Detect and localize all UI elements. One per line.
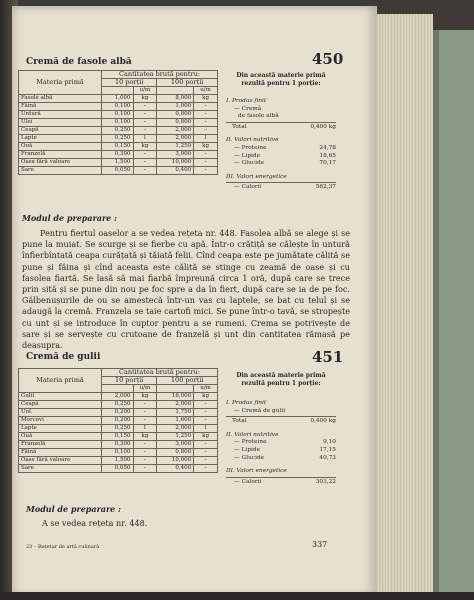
unit-10: l bbox=[133, 135, 157, 143]
total-value: 0,400 kg bbox=[310, 418, 336, 425]
unit-100: – bbox=[194, 465, 218, 473]
ingredient-name: Sare bbox=[19, 465, 102, 473]
recipe-450-method-heading: Modul de preparare : bbox=[22, 213, 118, 223]
unit-100: – bbox=[194, 119, 218, 127]
unit-100: – bbox=[194, 111, 218, 119]
col-materia: Materia primă bbox=[19, 369, 102, 393]
qty-100: 3,000 bbox=[157, 151, 194, 159]
unit-100: kg bbox=[194, 433, 218, 441]
recipe-451-title: Cremă de gulii bbox=[26, 352, 101, 362]
ingredient-name: Sare bbox=[19, 167, 102, 175]
table-row bbox=[19, 111, 218, 119]
qty-10: 0,200 bbox=[102, 409, 134, 417]
ingredient-name: Unt bbox=[19, 409, 102, 417]
qty-100: 3,000 bbox=[157, 441, 194, 449]
qty-100: 0,800 bbox=[157, 449, 194, 457]
col-cantitate: Cantitatea brută pentru: bbox=[102, 71, 218, 79]
ingredient-name: Untură bbox=[19, 111, 102, 119]
col-materia: Materia primă bbox=[19, 71, 102, 95]
table-row bbox=[19, 95, 218, 103]
qty-100: 1,600 bbox=[157, 417, 194, 425]
recipe-450-yield-panel bbox=[226, 72, 336, 88]
qty-10: 0,050 bbox=[102, 167, 134, 175]
col-10-portii: 10 porții bbox=[102, 79, 157, 87]
table-row bbox=[19, 449, 218, 457]
unit-100: – bbox=[194, 127, 218, 135]
recipe-451-values bbox=[226, 400, 336, 486]
qty-100: 1,000 bbox=[157, 103, 194, 111]
qty-10: 0,100 bbox=[102, 103, 134, 111]
table-row bbox=[19, 457, 218, 465]
unit-10: – bbox=[133, 159, 157, 167]
qty-100: 8,000 bbox=[157, 95, 194, 103]
qty-100: 0,800 bbox=[157, 119, 194, 127]
page-footer: 23 – Rețetar de artă culinară bbox=[26, 544, 100, 550]
table-row bbox=[19, 103, 218, 111]
section-valori-nutritive: II. Valori nutritive bbox=[226, 137, 279, 144]
unit-10: kg bbox=[133, 393, 157, 401]
qty-10: 0,250 bbox=[102, 135, 134, 143]
ingredient-name: Ceapă bbox=[19, 127, 102, 135]
ingredient-name: Franzelă bbox=[19, 151, 102, 159]
recipe-451-method-heading: Modul de preparare : bbox=[26, 504, 122, 514]
unit-10: kg bbox=[133, 143, 157, 151]
unit-100: – bbox=[194, 159, 218, 167]
qty-10: 2,000 bbox=[102, 393, 134, 401]
calorii-label: — Calorii bbox=[234, 478, 262, 485]
product-line: — Cremă de gulii bbox=[234, 407, 286, 414]
section-produs-finit: I. Produs finit bbox=[226, 400, 267, 406]
section-produs-finit: I. Produs finit bbox=[226, 98, 267, 104]
table-row bbox=[19, 135, 218, 143]
qty-10: 0,150 bbox=[102, 433, 134, 441]
ingredient-name: Făină bbox=[19, 449, 102, 457]
total-label: Total bbox=[232, 418, 247, 425]
unit-10: – bbox=[133, 119, 157, 127]
ingredient-name: Gulii bbox=[19, 393, 102, 401]
recipe-451-yield-panel bbox=[226, 372, 336, 388]
qty-100: 10,000 bbox=[157, 457, 194, 465]
qty-10: 0,250 bbox=[102, 401, 134, 409]
unit-10: – bbox=[133, 151, 157, 159]
col-cantitate: Cantitatea brută pentru: bbox=[102, 369, 218, 377]
ingredient-name: Făină bbox=[19, 103, 102, 111]
unit-10: – bbox=[133, 127, 157, 135]
qty-100: 0,800 bbox=[157, 111, 194, 119]
unit-100: l bbox=[194, 135, 218, 143]
ingredient-name: Morcovi bbox=[19, 417, 102, 425]
unit-10: – bbox=[133, 441, 157, 449]
ingredient-name: Ulei bbox=[19, 119, 102, 127]
qty-100: 10,000 bbox=[157, 159, 194, 167]
unit-100: – bbox=[194, 151, 218, 159]
proteine-value: 24,78 bbox=[319, 144, 336, 151]
qty-100: 1,250 bbox=[157, 433, 194, 441]
calorii-value: 303,22 bbox=[315, 478, 336, 485]
unit-10: – bbox=[133, 401, 157, 409]
unit-10: – bbox=[133, 417, 157, 425]
unit-100: – bbox=[194, 103, 218, 111]
ingredient-name: Lapte bbox=[19, 425, 102, 433]
col-100-portii: 100 porții bbox=[157, 377, 218, 385]
qty-100: 1,250 bbox=[157, 143, 194, 151]
glucide-label: — Glucide bbox=[234, 160, 265, 167]
book-spine-shadow bbox=[433, 30, 439, 600]
book-page bbox=[12, 6, 377, 596]
table-row bbox=[19, 393, 218, 401]
qty-100: 2,000 bbox=[157, 425, 194, 433]
page-stack bbox=[377, 14, 433, 592]
recipe-451-ingredients-table bbox=[18, 368, 218, 473]
recipe-450-title: Cremă de fasole albă bbox=[26, 57, 132, 67]
col-um: u/m bbox=[194, 87, 218, 95]
table-row bbox=[19, 425, 218, 433]
qty-100: 0,400 bbox=[157, 465, 194, 473]
unit-10: – bbox=[133, 409, 157, 417]
product-line: de fasole albă bbox=[238, 113, 279, 120]
qty-100: 0,400 bbox=[157, 167, 194, 175]
section-valori-energetice: III. Valori energetice bbox=[226, 173, 287, 180]
unit-10: – bbox=[133, 465, 157, 473]
page-number: 337 bbox=[312, 540, 328, 549]
unit-10: – bbox=[133, 449, 157, 457]
calorii-value: 562,37 bbox=[315, 184, 336, 191]
recipe-450-method-text: Pentru fiertul oaselor a se vedea rețeta nr. 448. Fasolea albă se alege și se pune la muiat. Se scurge și se fierbe cu apă. Într-o crătiță se călește în untură înfierbîntată ceapa curățată și tăiată felii. Cînd ceapa este pe jumătate călită se pune și făina și cînd aceasta este călită se stinge cu zeamă de oase și cu fasolea fiartă. Se lasă să mai fiarbă împreună circa 1 oră, după care se trece prin sită și se pune din nou pe foc spre a da în fiert, după care se ia de pe foc. Gălbenușurile de ou se amestecă într-un vas cu laptele, se bat cu telul și se adaugă la cremă. Franzela se taie cartofi mici. Se pune într-o tavă, se stropește cu unt și se introduce în cuptor pentru a se rumeni. Crema se potrivește de sare și se servește cu crutoane de franzelă și unt din cantitatea rămasă pe deasupra. bbox=[22, 228, 350, 351]
table-row bbox=[19, 119, 218, 127]
yield-heading: Din această materie primă rezultă pentru 1 porție: bbox=[236, 372, 326, 387]
total-value: 0,400 kg bbox=[310, 123, 336, 130]
table-row bbox=[19, 143, 218, 151]
unit-10: – bbox=[133, 111, 157, 119]
qty-10: 0,300 bbox=[102, 441, 134, 449]
unit-10: – bbox=[133, 167, 157, 175]
qty-100: 2,000 bbox=[157, 401, 194, 409]
proteine-label: — Proteine bbox=[234, 439, 267, 446]
qty-100: 2,000 bbox=[157, 127, 194, 135]
col-um: u/m bbox=[194, 385, 218, 393]
table-row bbox=[19, 159, 218, 167]
recipe-450-number: 450 bbox=[312, 50, 344, 68]
ingredient-name: Ceapă bbox=[19, 401, 102, 409]
unit-100: – bbox=[194, 401, 218, 409]
qty-100: 2,000 bbox=[157, 135, 194, 143]
unit-10: kg bbox=[133, 433, 157, 441]
glucide-value: 70,17 bbox=[319, 160, 336, 167]
unit-10: kg bbox=[133, 95, 157, 103]
qty-100: 1,750 bbox=[157, 409, 194, 417]
ingredient-name: Fasole albă bbox=[19, 95, 102, 103]
ingredient-name: Ouă bbox=[19, 433, 102, 441]
table-row bbox=[19, 127, 218, 135]
col-100-portii: 100 porții bbox=[157, 79, 218, 87]
recipe-451-number: 451 bbox=[312, 348, 344, 366]
recipe-450-values bbox=[226, 98, 336, 192]
ingredient-name: Lapte bbox=[19, 135, 102, 143]
yield-heading: Din această materie primă rezultă pentru 1 porție: bbox=[236, 72, 326, 87]
qty-10: 0,050 bbox=[102, 465, 134, 473]
unit-100: – bbox=[194, 417, 218, 425]
unit-100: – bbox=[194, 449, 218, 457]
glucide-label: — Glucide bbox=[234, 454, 265, 461]
qty-100: 16,000 bbox=[157, 393, 194, 401]
recipe-451-method-text: A se vedea rețeta nr. 448. bbox=[42, 518, 148, 528]
proteine-label: — Proteine bbox=[234, 144, 267, 151]
total-label: Total bbox=[232, 123, 247, 130]
unit-10: – bbox=[133, 103, 157, 111]
unit-10: l bbox=[133, 425, 157, 433]
ingredient-name: Franzelă bbox=[19, 441, 102, 449]
unit-100: kg bbox=[194, 95, 218, 103]
unit-100: – bbox=[194, 441, 218, 449]
table-row bbox=[19, 441, 218, 449]
section-valori-nutritive: II. Valori nutritive bbox=[226, 431, 279, 438]
qty-10: 0,250 bbox=[102, 425, 134, 433]
table-row bbox=[19, 151, 218, 159]
unit-100: l bbox=[194, 425, 218, 433]
unit-100: – bbox=[194, 167, 218, 175]
qty-10: 1,000 bbox=[102, 95, 134, 103]
table-row bbox=[19, 433, 218, 441]
col-um: u/m bbox=[133, 87, 157, 95]
proteine-value: 9,10 bbox=[323, 439, 336, 446]
lipide-value: 18,65 bbox=[319, 152, 336, 159]
ingredient-name: Ouă bbox=[19, 143, 102, 151]
calorii-label: — Calorii bbox=[234, 184, 262, 191]
unit-100: kg bbox=[194, 393, 218, 401]
ingredient-name: Oase fără valoare bbox=[19, 159, 102, 167]
glucide-value: 40,73 bbox=[319, 454, 336, 461]
qty-10: 0,100 bbox=[102, 119, 134, 127]
table-row bbox=[19, 401, 218, 409]
unit-10: – bbox=[133, 457, 157, 465]
product-line: — Cremă bbox=[234, 105, 262, 112]
section-valori-energetice: III. Valori energetice bbox=[226, 468, 287, 475]
table-row bbox=[19, 409, 218, 417]
table-row bbox=[19, 417, 218, 425]
lipide-label: — Lipide bbox=[234, 446, 261, 453]
table-surface bbox=[0, 592, 474, 600]
col-um: u/m bbox=[133, 385, 157, 393]
unit-100: – bbox=[194, 409, 218, 417]
qty-10: 0,250 bbox=[102, 127, 134, 135]
lipide-value: 17,15 bbox=[319, 446, 336, 453]
qty-10: 1,500 bbox=[102, 457, 134, 465]
qty-10: 0,300 bbox=[102, 151, 134, 159]
unit-100: – bbox=[194, 457, 218, 465]
unit-100: kg bbox=[194, 143, 218, 151]
table-row bbox=[19, 465, 218, 473]
qty-10: 0,100 bbox=[102, 111, 134, 119]
col-10-portii: 10 porții bbox=[102, 377, 157, 385]
qty-10: 1,500 bbox=[102, 159, 134, 167]
table-row bbox=[19, 167, 218, 175]
qty-10: 0,150 bbox=[102, 143, 134, 151]
qty-10: 0,200 bbox=[102, 417, 134, 425]
ingredient-name: Oase fără valoare bbox=[19, 457, 102, 465]
lipide-label: — Lipide bbox=[234, 152, 261, 159]
recipe-450-ingredients-table bbox=[18, 70, 218, 175]
qty-10: 0,100 bbox=[102, 449, 134, 457]
